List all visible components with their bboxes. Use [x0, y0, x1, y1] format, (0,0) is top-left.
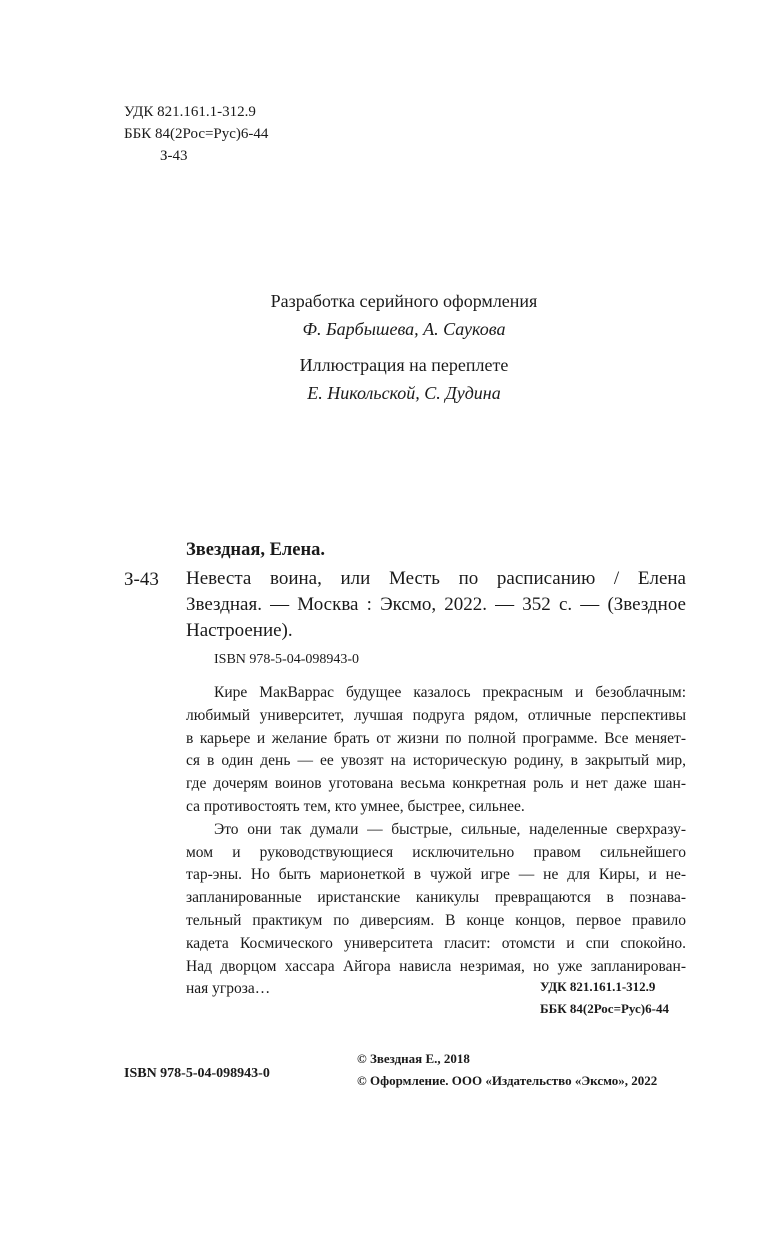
catalog-code: З-43	[124, 569, 159, 590]
series-design-label: Разработка серийного оформления	[270, 291, 538, 311]
footer-udk: УДК 821.161.1-312.9	[540, 979, 656, 994]
annotation	[186, 682, 686, 1001]
footer-isbn: ISBN 978-5-04-098943-0	[124, 1066, 270, 1081]
annotation-line: где дочерям воинов уготована весьма конкретная роль и нет даже шан-	[186, 775, 686, 793]
annotation-line: кадета Космического университета гласит: отомсти и спи спокойно.	[186, 934, 686, 952]
copyright-author: © Звездная Е., 2018	[357, 1051, 470, 1066]
catalog-isbn: ISBN 978-5-04-098943-0	[214, 652, 360, 667]
footer-classification	[540, 976, 669, 1020]
annotation-line: мом и руководствующиеся исключительно правом сильнейшего	[186, 843, 686, 861]
annotation-line: любимый университет, лучшая подруга рядом, отличные перспективы	[186, 706, 686, 724]
series-design-authors: Ф. Барбышева, А. Саукова	[302, 319, 506, 339]
copyright-design: © Оформление. ООО «Издательство «Эксмо», 2022	[357, 1073, 658, 1088]
footer-bbk: ББК 84(2Рос=Рус)6-44	[540, 1001, 669, 1016]
description-line: Звездная. — Москва : Эксмо, 2022. — 352 с. — (Звездное	[186, 594, 686, 615]
catalog-description	[186, 566, 686, 644]
bbk-code: ББК 84(2Рос=Рус)6-44	[124, 126, 269, 142]
credits-block	[0, 287, 768, 407]
annotation-line: запланированные иристанские каникулы превращаются в познава-	[186, 889, 686, 907]
copyright-block	[357, 1048, 657, 1092]
description-line: Настроение).	[186, 620, 293, 641]
annotation-line: ная угроза…	[186, 980, 271, 998]
description-line: Невеста воина, или Месть по расписанию / Елена	[186, 568, 686, 589]
annotation-line: са противостоять тем, кто умнее, быстрее, сильнее.	[186, 797, 525, 815]
annotation-line: Кире МакВаррас будущее казалось прекрасным и безоблачным:	[214, 684, 686, 701]
classification-block	[124, 101, 268, 167]
illustration-authors: Е. Никольской, С. Дудина	[307, 383, 501, 403]
catalog-author: Звездная, Елена.	[186, 540, 326, 560]
annotation-line: Это они так думали — быстрые, сильные, наделенные сверхразу-	[214, 820, 686, 838]
author-mark: З-43	[160, 148, 188, 164]
annotation-line: тар-эны. Но быть марионеткой в чужой игре — не для Киры, и не-	[186, 866, 686, 884]
annotation-line: в карьере и желание брать от жизни по полной программе. Все меняет-	[186, 729, 686, 747]
annotation-line: Над дворцом хассара Айгора нависла незримая, но уже запланирован-	[186, 957, 686, 975]
udk-code: УДК 821.161.1-312.9	[124, 104, 256, 120]
annotation-line: ся в один день — ее увозят на историческую родину, в закрытый мир,	[186, 752, 686, 770]
illustration-label: Иллюстрация на переплете	[299, 355, 509, 375]
annotation-line: тельный практикум по диверсиям. В конце концов, первое правило	[186, 911, 686, 929]
